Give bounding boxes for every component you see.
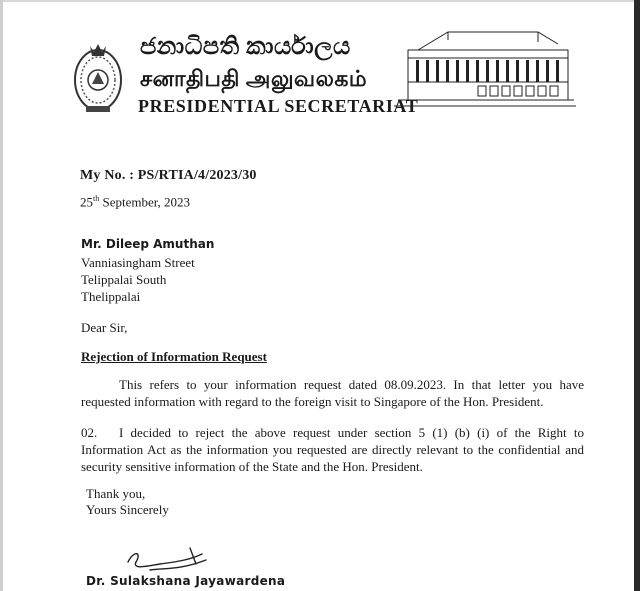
paragraph-2 (81, 424, 584, 475)
reference-number (80, 168, 257, 184)
letterhead-title-sinhala: ජනාධිපති කාර්යාලය (140, 34, 351, 60)
page-left-edge (0, 0, 3, 591)
letter-date (80, 194, 190, 210)
page-top-edge (0, 0, 640, 2)
date-day: 25 (80, 194, 93, 210)
paragraph-1-text: This refers to your information request dated 08.09.2023. In that letter you have requested information with regard to the foreign visit to Singapore of the Hon. President. (81, 377, 584, 409)
recipient-address-line2: Telippalai South (81, 272, 167, 287)
reference-label: My No. : (80, 168, 135, 183)
reference-value: PS/RTIA/4/2023/30 (137, 168, 257, 183)
closing-sincerely: Yours Sincerely (86, 502, 169, 517)
recipient-address-line3: Thelippalai (81, 289, 141, 304)
paragraph-2-number: 02. (81, 425, 98, 440)
page-right-edge (634, 0, 640, 591)
recipient-address-line1: Vanniasingham Street (81, 255, 195, 270)
paragraph-1 (81, 376, 584, 410)
date-rest: September, 2023 (99, 194, 191, 210)
state-emblem-icon (72, 40, 124, 116)
salutation: Dear Sir, (81, 320, 128, 335)
letterhead-title-english: PRESIDENTIAL SECRETARIAT (138, 96, 419, 116)
letterhead-title-tamil: சனாதிபதி அலுவலகம் (140, 66, 368, 91)
date-suffix: th (93, 194, 100, 203)
subject-heading: Rejection of Information Request (81, 349, 267, 364)
secretariat-building-icon (388, 20, 578, 114)
closing-thanks: Thank you, (86, 486, 146, 501)
recipient-name: Mr. Dileep Amuthan (81, 237, 215, 251)
signer-name: Dr. Sulakshana Jayawardena (86, 574, 286, 588)
paragraph-2-text: I decided to reject the above request under section 5 (1) (b) (i) of the Right to Information Act as the information you requested are directly relevant to the confidential and security sensitive information of the State and the Hon. President. (81, 425, 584, 474)
